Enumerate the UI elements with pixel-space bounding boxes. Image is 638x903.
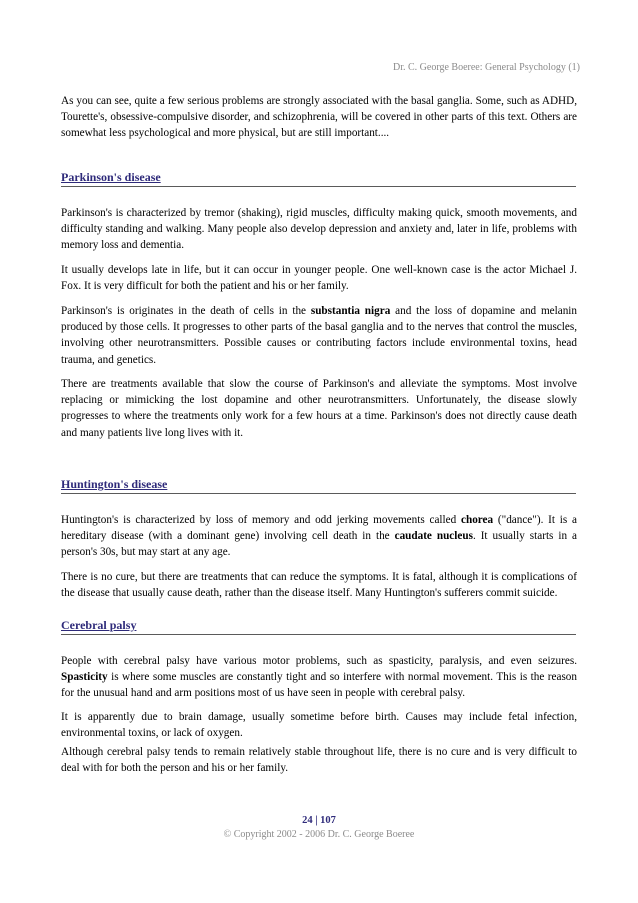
term-substantia-nigra: substantia nigra — [310, 305, 391, 317]
huntingtons-p1: Huntington's is characterized by loss of memory and odd jerking movements called chorea ("dance"). It is a hereditary disease (with a dominant gene) involving cell death in the caudate nucleus. It usually starts in a person's 30s, but may start at any age. — [61, 514, 578, 559]
huntingtons-p2: There is no cure, but there are treatments that can reduce the symptoms. It is fatal, although it is complications of the disease that usually cause death, rather than the disease itself. Many Huntington's sufferers commit suicide. — [61, 571, 577, 600]
cerebral-p1: People with cerebral palsy have various motor problems, such as spasticity, paralysis, and even seizures. Spasticity is where some muscles are constantly tight and so interfere with normal movement. This is the reason for the unusual hand and arm positions most of us have seen in people with cerebral palsy. — [61, 655, 577, 700]
section-title-parkinsons: Parkinson's disease — [61, 168, 576, 187]
term-caudate-nucleus: caudate nucleus — [394, 530, 473, 543]
parkinsons-p1: Parkinson's is characterized by tremor (shaking), rigid muscles, difficulty making quick, smooth movements, and difficulty standing and walking. Many people also develop depression and anxiety and, later in life, problems with memory loss and dementia. — [61, 207, 577, 252]
section-title-cerebral-palsy: Cerebral palsy — [61, 616, 576, 635]
parkinsons-p3: Parkinson's is originates in the death of cells in the substantia nigra and the loss of dopamine and melanin produced by those cells. It progresses to other parts of the basal ganglia and to the nerves that control the muscles, involving other neurotransmitters. Possible causes or contributing factors include environmental toxins, head trauma, and genetics. — [61, 305, 578, 366]
cerebral-p2: It is apparently due to brain damage, usually sometime before birth. Causes may include fetal infection, environmental toxins, or lack of oxygen. — [61, 711, 577, 740]
term-spasticity: Spasticity — [61, 671, 108, 684]
cerebral-p3: Although cerebral palsy tends to remain relatively stable throughout life, there is no cure and is very difficult to deal with for both the person and his or her family. — [61, 746, 577, 775]
parkinsons-p4: There are treatments available that slow the course of Parkinson's and alleviate the symptoms. Most involve replacing or mimicking the lost dopamine and other neurotransmitters. Unfortunately, the disease slowly progresses to where the treatments only work for a few hours at a time. Parkinson's does not directly cause death and many patients live long lives with it. — [61, 378, 577, 439]
term-chorea: chorea — [461, 514, 494, 526]
section-title-huntingtons: Huntington's disease — [61, 475, 576, 494]
intro-paragraph: As you can see, quite a few serious problems are strongly associated with the basal ganglia. Some, such as ADHD, Tourette's, obsessive-compulsive disorder, and schizophrenia, will be covered in other parts of this text. Others are somewhat less psychological and more physical, but are still important.... — [61, 95, 577, 140]
page-number: 24 | 107 — [302, 815, 336, 826]
running-header: Dr. C. George Boeree: General Psychology (1) — [393, 62, 580, 73]
copyright-notice: © Copyright 2002 - 2006 Dr. C. George Boeree — [223, 829, 415, 840]
parkinsons-p2: It usually develops late in life, but it can occur in younger people. One well-known case is the actor Michael J. Fox. It is very difficult for both the patient and his or her family. — [61, 264, 577, 293]
